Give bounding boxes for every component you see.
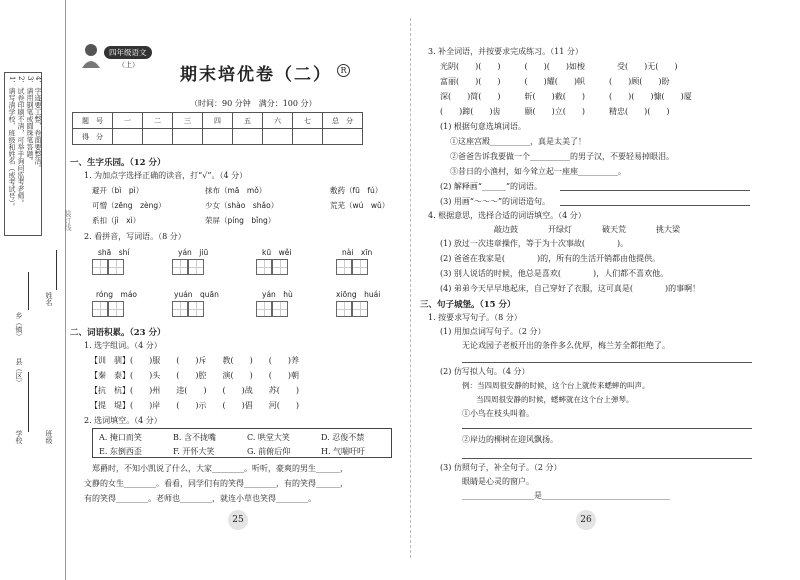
tian-grid-pair[interactable] [256, 301, 288, 317]
word-option: B. 含不拢嘴 [173, 433, 216, 442]
r-s3-q1b-example2: 当四周很安静的时候，蟋蟀就在这个台上弹琴。 [476, 395, 634, 404]
tian-grid-pair[interactable] [92, 301, 124, 317]
r-q4-item[interactable]: (4) 弟弟今天早早地起床，自己穿好了衣服，这可真是( )的事啊！ [440, 284, 701, 293]
page-number-right: 26 [576, 510, 596, 530]
registered-mark: R [337, 64, 350, 77]
fill-paragraph-line[interactable]: 郑爵时，不知小凯说了什么，大家________。听听，豪爽的男生______， [84, 464, 348, 473]
r-q4: 4. 根据意思，选择合适的词语填空。（4 分） [428, 211, 586, 220]
word-options-box [92, 428, 392, 458]
page-title: 期末培优卷（二） [180, 65, 332, 85]
word-option: C. 哄堂大笑 [247, 433, 290, 442]
town-field[interactable] [28, 272, 29, 310]
tian-grid-pair[interactable] [92, 259, 124, 275]
s2-q1: 1. 选字组词。（4 分） [84, 341, 162, 350]
page-number-left: 25 [228, 510, 248, 530]
word-option: E. 东倒西歪 [99, 447, 142, 456]
answer-line[interactable] [560, 190, 750, 191]
pinyin-label: kū wěi [262, 248, 292, 257]
score-head-cell: 题 号 [73, 113, 113, 129]
r-q3-row[interactable]: 光阴( )( ) ( )( )如梭 受( )无( ) [440, 62, 678, 71]
score-value-row [73, 129, 363, 145]
answer-line[interactable] [462, 428, 752, 429]
r-s3-q1c-example: 眼睛是心灵的窗户。 [462, 477, 534, 486]
r-q3-sub1: (1) 根据句意选填词语。 [440, 122, 526, 131]
binding-line-label: 装订线 [64, 210, 72, 231]
r-s3-q1b: (2) 仿写拟人句。（4 分） [440, 367, 530, 376]
exam-notes-box [4, 72, 42, 236]
score-cell[interactable] [203, 129, 233, 145]
fill-paragraph-line[interactable]: 有的笑得________。老师也________，就连小草也笑得________。 [84, 494, 316, 503]
score-head-cell: 七 [293, 113, 323, 129]
idiom-option: 开绿灯 [548, 225, 572, 234]
r-s3-q1a: (1) 用加点词写句子。（2 分） [440, 327, 546, 336]
r-s3-q1b-example: 例：当四周很安静的时候，这个台上就传来蟋蟀的叫声。 [462, 381, 650, 390]
r-q3-sub2: (2) 解释画“______”的词语。 [440, 182, 543, 191]
page-divider [410, 18, 411, 558]
pinyin-label: yán hù [262, 290, 293, 299]
exam-time: （时间：90 分钟 满分：100 分） [190, 99, 317, 108]
section-3-heading: 三、句子城堡。（15 分） [420, 300, 516, 310]
pinyin-label: nài xīn [342, 248, 373, 257]
student-avatar-icon [80, 42, 102, 68]
binding-sidebar [0, 0, 72, 580]
s2-q1-row[interactable]: 【训 驯】( )服 ( )斥 教( ) ( )养 [90, 356, 299, 365]
score-cell[interactable] [143, 129, 173, 145]
tian-grid-pair[interactable] [336, 259, 368, 275]
exam-note-4: 4．字迹要工整，卷面要整洁。 [34, 76, 42, 172]
s1-q1: 1. 为加点字选择正确的读音，打“√”。（4 分） [84, 171, 248, 180]
s1-q2: 2. 看拼音，写词语。（8 分） [84, 232, 186, 241]
exam-note-2: 2．试卷印刷不清，可举手询问监考老师。 [17, 76, 25, 207]
score-cell[interactable] [113, 129, 143, 145]
r-q3-row[interactable]: 深( )简( ) 斩( )截( ) ( )( )慷( )厦 [440, 92, 692, 101]
r-s3-q1b-item: ②岸边的柳树在迎风飘扬。 [462, 435, 558, 444]
school-field[interactable] [28, 372, 29, 432]
r-q3-sub3: (3) 用画“～～～”的词语造句。 [440, 197, 551, 206]
fill-paragraph-line[interactable]: 文静的女生________。看看，同学们有的笑得________，有的笑得______， [84, 479, 348, 488]
score-header-row [73, 113, 363, 129]
score-cell[interactable] [293, 129, 323, 145]
word-option: D. 忍俊不禁 [321, 433, 365, 442]
idiom-option: 挑大梁 [656, 225, 680, 234]
label-town: 乡（镇） [15, 312, 23, 340]
score-head-cell: 五 [233, 113, 263, 129]
tian-grid-pair[interactable] [336, 301, 368, 317]
score-cell[interactable] [173, 129, 203, 145]
word-option: H. 气喘吁吁 [321, 447, 366, 456]
score-head-cell: 三 [173, 113, 203, 129]
s1-q1-item[interactable]: 少女（shào shǎo） [205, 201, 279, 210]
score-row-label: 得 分 [73, 129, 113, 145]
word-option: F. 开怀大笑 [173, 447, 215, 456]
s1-q1-item[interactable]: 荒芜（wú wǔ） [330, 201, 390, 210]
grade-badge: 四年级语文 [104, 46, 152, 59]
pinyin-label: yuán quān [174, 290, 219, 299]
pinyin-label: róng máo [96, 290, 138, 299]
score-head-cell: 六 [263, 113, 293, 129]
s2-q1-row[interactable]: 【抗 杭】( )州 违( ) ( )战 苏( ) [90, 386, 299, 395]
answer-line[interactable] [462, 362, 752, 363]
exam-note-1: 1．请写清学校、班级和姓名（或考试号）。 [8, 76, 16, 210]
s1-q1-item[interactable]: 避开（bì pì） [92, 186, 144, 195]
score-head-cell: 一 [113, 113, 143, 129]
s2-q1-row[interactable]: 【秦 泰】( )头 ( )腔 演( ) ( )朝 [90, 371, 299, 380]
s2-q1-row[interactable]: 【提 堤】( )岸 ( )示 ( )倡 河( ) [90, 401, 299, 410]
word-option: G. 前俯后仰 [247, 447, 291, 456]
answer-line[interactable] [560, 205, 750, 206]
name-field[interactable] [56, 250, 57, 290]
pinyin-label: yán jiū [178, 248, 209, 257]
s1-q1-item[interactable]: 可憎（zēng zèng） [92, 201, 166, 210]
label-name: 姓名 [45, 292, 53, 306]
r-s3-q1c-blank[interactable]: __________________是________________________________ [462, 491, 670, 500]
r-s3-q1b-item: ①小鸟在枝头叫着。 [462, 409, 534, 418]
label-school: 学校 [15, 430, 23, 444]
r-q3-sub1-item[interactable]: ③昔日的小渔村，如今耸立起一座座__________。 [450, 167, 626, 176]
r-q4-item[interactable]: (1) 放过一次违章操作，等于为十次事故( )。 [440, 239, 629, 248]
tian-grid-pair[interactable] [256, 259, 288, 275]
grade-badge-sub: （上） [118, 61, 139, 69]
label-county: 县（区） [15, 358, 23, 386]
idiom-option: 敲边鼓 [494, 225, 518, 234]
brand-logo [80, 42, 102, 70]
score-head-cell: 二 [143, 113, 173, 129]
r-q4-item[interactable]: (3) 别人说话的时候，他总是喜欢( )，人们都不喜欢他。 [440, 269, 669, 278]
s1-q1-item[interactable]: 系扣（jì xì） [92, 216, 141, 225]
score-table [72, 112, 363, 145]
s1-q1-item[interactable]: 敷药（fū fú） [330, 186, 383, 195]
r-q3-sub1-item[interactable]: ①这座宫殿__________，真是太美了！ [450, 137, 586, 146]
pinyin-label: shā shí [98, 248, 130, 257]
pinyin-label: xiōng huái [336, 290, 381, 299]
s1-q1-item[interactable]: 荣屏（píng bǐng） [205, 216, 276, 225]
r-s3-q1c: (3) 仿照句子，补全句子。（2 分） [440, 463, 562, 472]
r-q4-item[interactable]: (2) 爸爸在我家是( )的，所有的生活开销都由他提供。 [440, 254, 661, 263]
section-2-heading: 二、词语积累。（23 分） [70, 328, 166, 338]
score-head-cell: 四 [203, 113, 233, 129]
r-q3-row[interactable]: 富丽( )( ) ( )耀( )帜 ( )顾( )盼 [440, 77, 670, 86]
score-cell[interactable] [263, 129, 293, 145]
r-q3: 3. 补全词语，并按要求完成练习。（11 分） [428, 47, 583, 56]
word-option: A. 掩口而笑 [99, 433, 142, 442]
tian-grid-pair[interactable] [172, 259, 204, 275]
idiom-option: 破天荒 [602, 225, 626, 234]
r-q3-sub1-item[interactable]: ②爸爸告诉我要做一个__________的男子汉，不要轻易掉眼泪。 [450, 152, 674, 161]
answer-line[interactable] [462, 458, 752, 459]
s2-q2: 2. 选词填空。（4 分） [84, 416, 162, 425]
r-q3-row[interactable]: ( )蹄( )齿 颐( )立( ) 精忠( )( ) [440, 107, 670, 116]
exam-note-3: 3．请用钢笔或圆珠笔答题。 [26, 76, 34, 165]
tian-grid-pair[interactable] [172, 301, 204, 317]
section-1-heading: 一、生字乐园。（12 分） [70, 158, 166, 168]
s1-q1-item[interactable]: 抹布（mā mǒ） [205, 186, 267, 195]
r-s3-q1a-example: 无论戏园子老板开出的条件多么优厚，梅兰芳全都拒绝了。 [462, 341, 670, 350]
score-cell[interactable] [233, 129, 263, 145]
score-cell[interactable] [323, 129, 363, 145]
score-head-cell: 总 分 [323, 113, 363, 129]
r-s3-q1: 1. 按要求写句子。（8 分） [428, 313, 522, 322]
label-class: 班级 [45, 430, 53, 444]
